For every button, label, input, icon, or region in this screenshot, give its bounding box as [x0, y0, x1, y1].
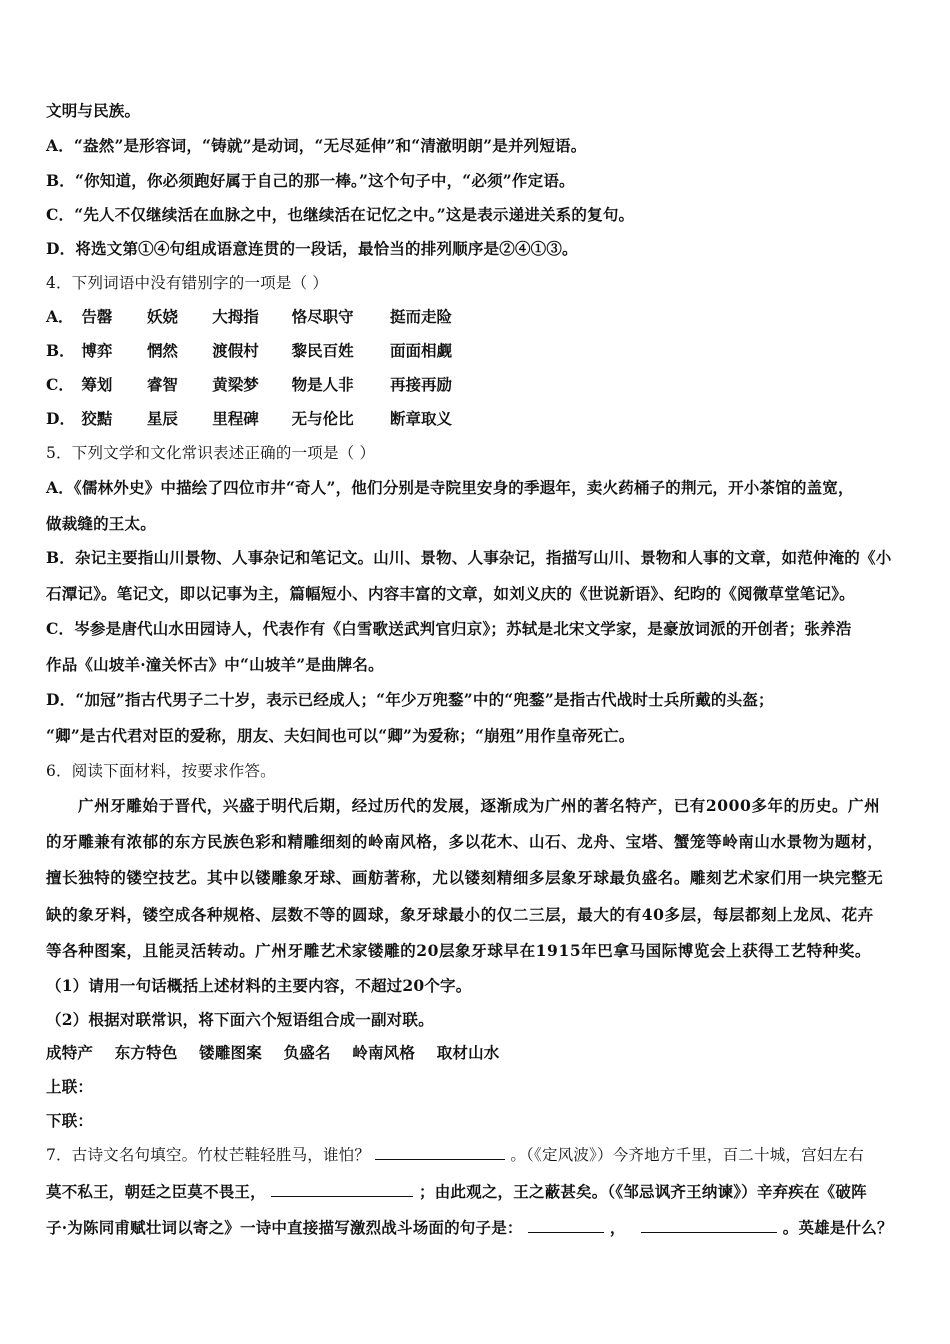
- phrase: 成特产: [46, 1043, 94, 1062]
- top-line: 文明与民族。: [46, 101, 141, 120]
- q7-line1: [46, 1143, 864, 1165]
- q4-option-d: [46, 407, 483, 429]
- option-label: D．: [46, 409, 75, 428]
- q7-text: 莫不私王，朝廷之臣莫不畏王，: [46, 1182, 266, 1201]
- q3-option-a: A．“盎然”是形容词，“铸就”是动词，“无尽延伸”和“清澈明朗”是并列短语。: [46, 136, 587, 155]
- word: 睿智: [146, 375, 178, 394]
- q5-line: 石潭记》。笔记文，即以记事为主，篇幅短小、内容丰富的文章，如刘义庆的《世说新语》、纪昀的《阅微草堂笔记》。: [46, 584, 855, 603]
- q5-line: 做裁缝的王太。: [46, 514, 156, 533]
- word: 黄梁梦: [212, 375, 259, 394]
- phrase: 负盛名: [283, 1043, 331, 1062]
- q6-material-line: 的牙雕兼有浓郁的东方民族色彩和精雕细刻的岭南风格，多以花木、山石、龙舟、宝塔、蟹笼等岭南山水景物为题材，: [46, 832, 884, 851]
- q5-line: 作品《山坡羊·潼关怀古》中“山坡羊”是曲牌名。: [46, 655, 384, 674]
- q5-line: “卿”是古代君对臣的爱称，朋友、夫妇间也可以“卿”为爱称；“崩殂”用作皇帝死亡。: [46, 726, 635, 745]
- q7-line3: [46, 1216, 893, 1238]
- word: 星辰: [146, 409, 178, 428]
- word: 面面相觑: [390, 341, 453, 360]
- word: 告罄: [81, 307, 113, 326]
- q5-line: C．岑参是唐代山水田园诗人，代表作有《白雪歌送武判官归京》；苏轼是北宋文学家，是豪放词派的开创者；张养浩: [46, 619, 852, 638]
- word: 挺而走险: [390, 307, 453, 326]
- word: 大拇指: [212, 307, 259, 326]
- word: 黎民百姓: [291, 341, 354, 360]
- q6-stem: 6．阅读下面材料，按要求作答。: [46, 762, 276, 780]
- word: 惘然: [146, 341, 178, 360]
- q6-sub1: （1）请用一句话概括上述材料的主要内容，不超过20个字。: [46, 976, 472, 995]
- answer-blank[interactable]: [271, 1182, 413, 1197]
- word: 狡黠: [81, 409, 113, 428]
- word: 博弈: [81, 341, 113, 360]
- q7-text: 。（《定风波》）今齐地方千里，百二十城，宫妇左右: [510, 1146, 864, 1164]
- word: 物是人非: [291, 375, 354, 394]
- option-label: B．: [46, 341, 75, 360]
- option-label: C．: [46, 375, 74, 394]
- answer-blank[interactable]: [528, 1218, 604, 1233]
- word: 妖娆: [146, 307, 178, 326]
- q3-option-c: C．“先人不仅继续活在血脉之中，也继续活在记忆之中。”这是表示递进关系的复句。: [46, 205, 635, 224]
- word: 里程碑: [212, 409, 259, 428]
- q3-option-d: D．将选文第①④句组成语意连贯的一段话，最恰当的排列顺序是②④①③。: [46, 239, 578, 258]
- word: 再接再励: [390, 375, 453, 394]
- q6-phrases: [46, 1041, 516, 1063]
- q6-material-line: 广州牙雕始于晋代，兴盛于明代后期，经过历代的发展，逐渐成为广州的著名特产，已有2000多年的历史。广州: [78, 796, 881, 815]
- q7-text: 子·为陈同甫赋壮词以寄之》一诗中直接描写激烈战斗场面的句子是：: [46, 1218, 523, 1237]
- word: 恪尽职守: [291, 307, 354, 326]
- q5-stem: 5．下列文学和文化常识表述正确的一项是（ ）: [46, 444, 376, 462]
- q7-text: 7．古诗文名句填空。竹杖芒鞋轻胜马，谁怕？: [46, 1146, 371, 1164]
- lower-couplet-label: 下联：: [46, 1111, 94, 1130]
- q7-text: ；由此观之，王之蔽甚矣。（《邹忌讽齐王纳谏》）辛弃疾在《破阵: [419, 1182, 867, 1201]
- q5-line: A．《儒林外史》中描绘了四位市井“奇人”，他们分别是寺院里安身的季遐年，卖火药桶子的荆元，开小茶馆的盖宽，: [46, 478, 854, 497]
- word: 筹划: [81, 375, 113, 394]
- phrase: 岭南风格: [352, 1043, 416, 1062]
- q7-text: 。英雄是什么？: [782, 1218, 893, 1237]
- q6-material-line: 擅长独特的镂空技艺。其中以镂雕象牙球、画舫著称，尤以镂刻精细多层象牙球最负盛名。雕刻艺术家们用一块完整无: [46, 868, 884, 887]
- q4-stem: 4．下列词语中没有错别字的一项是（ ）: [46, 274, 329, 292]
- phrase: 东方特色: [114, 1043, 178, 1062]
- upper-couplet-label: 上联：: [46, 1077, 94, 1096]
- q4-option-c: [46, 373, 483, 395]
- q7-line2: [46, 1180, 867, 1202]
- q6-material-line: 等各种图案，且能灵活转动。广州牙雕艺术家镂雕的20层象牙球早在1915年巴拿马国际博览会上获得工艺特种奖。: [46, 941, 872, 960]
- q5-line: B．杂记主要指山川景物、人事杂记和笔记文。山川、景物、人事杂记，指描写山川、景物和人事的文章，如范仲淹的《小: [46, 548, 892, 567]
- q6-material-line: 缺的象牙料，镂空成各种规格、层数不等的圆球，象牙球最小的仅二三层，最大的有40多层，每层都刻上龙凤、花卉: [46, 905, 874, 924]
- q5-line: D．“加冠”指古代男子二十岁，表示已经成人；“年少万兜鍪”中的“兜鍪”是指古代战时士兵所戴的头盔；: [46, 690, 774, 709]
- q7-text: ，: [609, 1218, 626, 1237]
- word: 断章取义: [390, 409, 453, 428]
- answer-blank[interactable]: [375, 1145, 505, 1160]
- q4-option-b: [46, 339, 483, 361]
- phrase: 取材山水: [436, 1043, 500, 1062]
- answer-blank[interactable]: [641, 1218, 777, 1233]
- q6-sub2: （2）根据对联常识，将下面六个短语组合成一副对联。: [46, 1010, 434, 1029]
- q4-option-a: [46, 305, 483, 327]
- word: 渡假村: [212, 341, 259, 360]
- word: 无与伦比: [291, 409, 354, 428]
- option-label: A．: [46, 307, 74, 326]
- phrase: 镂雕图案: [199, 1043, 262, 1062]
- q3-option-b: B．“你知道，你必须跑好属于自己的那一棒。”这个句子中，“必须”作定语。: [46, 171, 575, 190]
